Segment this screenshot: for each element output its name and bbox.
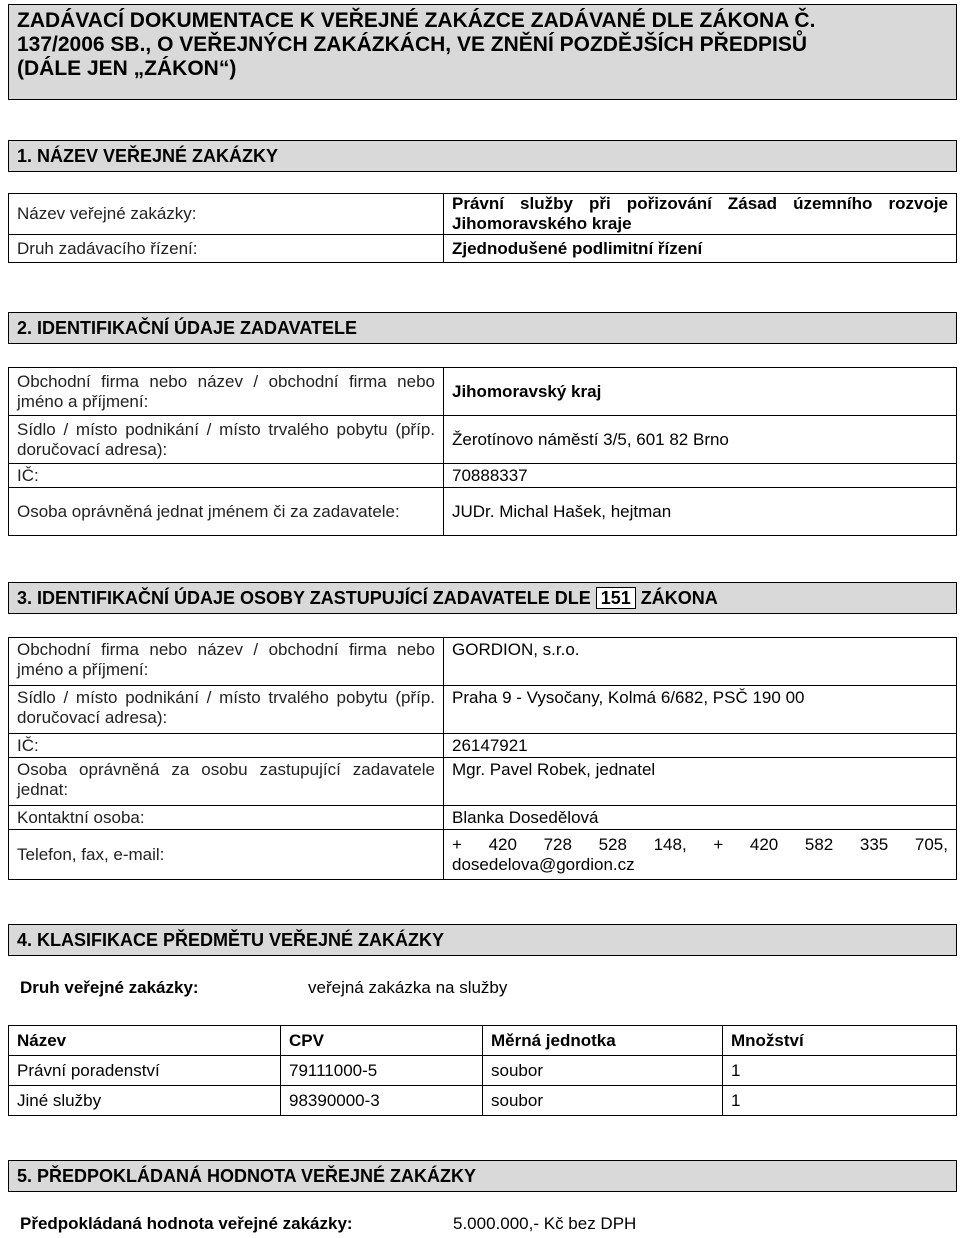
section-3-label-osoba: Osoba oprávněná za osobu zastupující zadavatele jednat: [9, 758, 444, 806]
table-cell: Právní poradenství [9, 1056, 281, 1086]
section-3-value-kontakt: Blanka Dosedělová [444, 806, 957, 830]
column-header-jednotka: Měrná jednotka [483, 1026, 723, 1056]
table-row [9, 368, 957, 416]
section-1-table [8, 193, 957, 263]
section-3-label-firma: Obchodní firma nebo název / obchodní firma nebo jméno a příjmení: [9, 638, 444, 686]
section-2-label-sidlo: Sídlo / místo podnikání / místo trvalého pobytu (příp. doručovací adresa): [9, 416, 444, 464]
table-row [9, 194, 957, 235]
table-header-row [9, 1026, 957, 1056]
table-row [9, 638, 957, 686]
section-2-title: 2. IDENTIFIKAČNÍ ÚDAJE ZADAVATELE [8, 312, 957, 344]
section-3-value-telefon: + 420 728 528 148, + 420 582 335 705, dosedelova@gordion.cz [444, 830, 957, 880]
table-row [9, 235, 957, 263]
section-3-title-post: ZÁKONA [635, 588, 718, 608]
table-row [9, 758, 957, 806]
section-3-table [8, 637, 957, 880]
table-row [9, 1056, 957, 1086]
section-3-value-sidlo: Praha 9 - Vysočany, Kolmá 6/682, PSČ 190 00 [444, 686, 957, 734]
table-row [9, 1086, 957, 1116]
section-3-label-ic: IČ: [9, 734, 444, 758]
table-row [9, 734, 957, 758]
table-cell: 1 [723, 1086, 957, 1116]
section-2-label-osoba: Osoba oprávněná jednat jménem či za zadavatele: [9, 488, 444, 536]
table-cell: 1 [723, 1056, 957, 1086]
table-cell: 98390000-3 [281, 1086, 483, 1116]
table-cell: 79111000-5 [281, 1056, 483, 1086]
document-title-line-2: 137/2006 SB., O VEŘEJNÝCH ZAKÁZKÁCH, VE ZNĚNÍ POZDĚJŠÍCH PŘEDPISŮ [17, 33, 808, 56]
section-3-value-osoba: Mgr. Pavel Robek, jednatel [444, 758, 957, 806]
predpokladana-hodnota-value: 5.000.000,- Kč bez DPH [453, 1214, 637, 1233]
document-title [8, 4, 957, 100]
section-3-label-kontakt: Kontaktní osoba: [9, 806, 444, 830]
section-2-value-sidlo: Žerotínovo náměstí 3/5, 601 82 Brno [444, 416, 957, 464]
section-2-value-osoba: JUDr. Michal Hašek, hejtman [444, 488, 957, 536]
section-2-table [8, 367, 957, 536]
section-1-value-druh: Zjednodušené podlimitní řízení [444, 235, 957, 263]
table-cell: soubor [483, 1086, 723, 1116]
section-2-value-firma: Jihomoravský kraj [444, 368, 957, 416]
section-2-label-firma: Obchodní firma nebo název / obchodní firma nebo jméno a příjmení: [9, 368, 444, 416]
section-2-label-ic: IČ: [9, 464, 444, 488]
section-1-label-nazev: Název veřejné zakázky: [9, 194, 444, 235]
document-title-line-3: (DÁLE JEN „ZÁKON“) [17, 57, 237, 80]
section-1-label-druh: Druh zadávacího řízení: [9, 235, 444, 263]
section-1-value-nazev: Právní služby při pořizování Zásad územního rozvoje Jihomoravského kraje [444, 194, 957, 235]
table-cell: Jiné služby [9, 1086, 281, 1116]
table-row [9, 416, 957, 464]
section-3-title-pre: 3. IDENTIFIKAČNÍ ÚDAJE OSOBY ZASTUPUJÍCÍ ZADAVATELE DLE [17, 588, 596, 608]
section-2-value-ic: 70888337 [444, 464, 957, 488]
section-3-value-ic: 26147921 [444, 734, 957, 758]
table-row [9, 488, 957, 536]
table-row [9, 806, 957, 830]
druh-zakazky-value: veřejná zakázka na služby [308, 978, 508, 997]
table-row [9, 686, 957, 734]
table-row [9, 464, 957, 488]
classification-table [8, 1025, 957, 1116]
section-1-title: 1. NÁZEV VEŘEJNÉ ZAKÁZKY [8, 140, 957, 172]
druh-zakazky-label: Druh veřejné zakázky: [20, 978, 199, 997]
section-3-title-link[interactable]: 151 [596, 587, 636, 609]
document-title-line-1: ZADÁVACÍ DOKUMENTACE K VEŘEJNÉ ZAKÁZCE ZADÁVANÉ DLE ZÁKONA Č. [17, 9, 816, 32]
section-3-title [8, 582, 957, 614]
column-header-mnozstvi: Množství [723, 1026, 957, 1056]
table-row [9, 830, 957, 880]
section-3-label-sidlo: Sídlo / místo podnikání / místo trvalého pobytu (příp. doručovací adresa): [9, 686, 444, 734]
section-3-value-firma: GORDION, s.r.o. [444, 638, 957, 686]
column-header-cpv: CPV [281, 1026, 483, 1056]
section-5-title: 5. PŘEDPOKLÁDANÁ HODNOTA VEŘEJNÉ ZAKÁZKY [8, 1160, 957, 1192]
section-4-title: 4. KLASIFIKACE PŘEDMĚTU VEŘEJNÉ ZAKÁZKY [8, 924, 957, 956]
table-cell: soubor [483, 1056, 723, 1086]
predpokladana-hodnota-label: Předpokládaná hodnota veřejné zakázky: [20, 1214, 353, 1233]
section-3-label-telefon: Telefon, fax, e-mail: [9, 830, 444, 880]
column-header-nazev: Název [9, 1026, 281, 1056]
